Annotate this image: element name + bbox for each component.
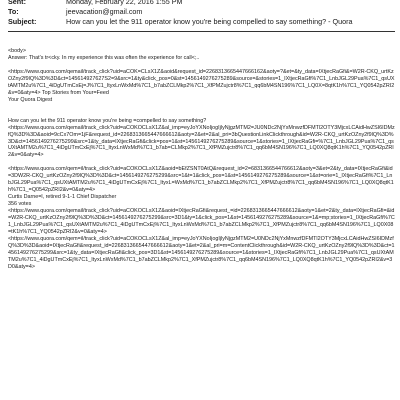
digest-title: Your Quora Digest — [8, 96, 53, 103]
tracking-link-1[interactable]: <https://www.quora.com/qemail/track_click?uid=aCOK=CLsX1Z&aoid&request_id=2268313665447666162&aoty=?&et=&ty_data=IXtjecRaGfi&=W2R-CKQ_urtKzOZny2f9lQ%3D%3D&ct=145614927627S2=9&src=1&ty&click_pos=0&st=1456149276275289&source=&stories=1_IXtjecRaGfi%7C1_LnbJGL29Pua%7C1_qsUXtAMTM2u%7C1_4iDgUTmCxEj=J%7C1_ItyxLnWxMd%7C1_b7abZCLMkp2%7C1_XfPMZujctr8%7C1_qq6bM4SN196%7C1_LQ0X=8qtK1h%7C1_YQ0542pZRI2&v=0&aty=4> Top Stories from Your=Feed — [8, 68, 395, 96]
to-row — [8, 7, 395, 17]
to-value: jeevacation@gmail.com — [66, 7, 143, 16]
header-divider — [8, 31, 395, 32]
question-text: How can you let the 911 operator know you're being =compelled to say something? — [8, 117, 207, 124]
body-tag: <body> — [8, 48, 26, 54]
subject-label: Subject: — [8, 17, 37, 26]
answer-line: Answer: That's tr<cky. In my experience this was often the experience for call<;.. — [8, 54, 200, 61]
tracking-link-5[interactable]: <https://www.quora.com/qem=il/track_click?uid=aCOKOCLsX1Z&al_imp=eyJoYXNoIjogIjlyNjgzMTM2=U0NDc2NjYxMnwzfDFMTl2OTY3MjcxLCAidHwZSI6IDMzfQ%3D%3D&aoid=IXtjecRaGfi&request_id=2268313665447666612&aoty=1&et=2&al_pri=m=ContentClickthrough&id=W2R-CKQ_urtKzOZny2f9lQ%3D%3D&ct=1456149276275299&src=1&ty_data=IXtjecRaGfi&click_pos=3D1&st=1456149276275289&source=1&stories=1_IXtjecRaGfi%7C1_LnbJGL29Pua%7C1_qsUXtAMTM2u%7C1_4iDgUTmCxEj%7C1_ItyxLnWxMd%7C1_b7abZCLMkp2%7C1_XfPMZujctr8%7C1_qq6bM4SN196%7C1_LQ0XQ8qtK1h%7C1_YQ0542pZRI2&v=3D0&aty=4> — [8, 235, 395, 270]
tracking-link-3[interactable]: <https://www.quora.com/qem=il/track_click?uid=aCOKOCLsX1Z&aoid=bEfZSNT0AtQ&request_id=2=6831366544766612&aoty=3&et=2&ty_data=IXtjecRaGfi&id=3DW2R-CKQ_urtKzOZny2f9lQ%3D%3D&ct=1456149276275299&src=1&t=1&click_pos=1&st=1456149276275289&source=1&st=orie=1_IXtjecRaGfi%7C1_LnbJGL29Pua%7C1_qsUXtAMTM2u%7C1_4iDgUTmCxEj%7C1_ItyxL=WxMd%7C1_b7abZCLMkp2%7C1_XfPMZujctr8%7C1_qq6bM4SN196%7C1_LQ0XQ8qtK1h%7C1_=Q0542pZRI2&v=0&aty=4> — [8, 166, 394, 194]
subject-row — [8, 17, 395, 27]
email-header — [8, 0, 395, 27]
tracking-link-4[interactable]: <https://www.quora.com/qemail/track_click?uid=aCOKOCLsX1Z&aoid=IXtjecRaGfi&request_=id=2268313665447666612&aoty=1&et=2&ty_data=IXtjecRaGfi=&id=W2R-CKQ_urtKzOZny2f9lQ%3D%3D&ct=1456149276275299&src=3D1&ty=1&click_pos=1&st=1456149276275289&source=1&=mp;stories=1_IXtjecRaGfi%7C1_LnbJGL29Pua%7C1_qsUXtAMTM2u%7C1_4iDgUTmCxEj%7C1_ItyxLnWxMd%7C1_b7abZCLMkp2%7C1_XfPMZujctr8%7C1_qq6bM4SN196%7C1_LQ0X08=tK1h%7C1_YQ0542pZRI2&v=0&aty=4> — [8, 208, 395, 235]
sent-label: Sent: — [8, 0, 26, 6]
to-label: To: — [8, 7, 19, 16]
email-body — [8, 48, 395, 271]
subject-value: How can you let the 911 operator know you're being compelled to say something? - Quora — [66, 17, 353, 26]
answer-author: Curtis Darne=l, retired 9-1-1 Chief Dispatcher — [8, 194, 117, 201]
sent-value: Monday, February 22, 2016 1:55 PM — [66, 0, 183, 6]
tracking-link-2[interactable]: <https://www.quora.com/qemail/track_click?uid=aCOKOCLsX1Z&al_imp=eyJoYXNoIjogIjlyNjgzMTM2=JU0NDc2NjYxMnwzfDFMTl2OTY3MjcxLCAidHwZSI6IDMzfQ%3D%3D&aoid=9cCx7Om=1jF&request_id=2268313665447666612&aoty=2&et=2&al_pri=3bQuestionLinkClickthrough&id=W2R-CKQ_urtKzOZny2f9lQ%3D%3D&ct=1456149276275299&src=1&ty_data=IXtjecRaGfi&click=pos=1&st=1456149276275289&source=1&stories=1_IXtjecRaGfi=%7C1_LnbJGL29Pua%7C1_qsUXtAMTM2u%7C1_4iDgUTmCxEj%7C1_ItyxLnWxMd%7C1_b7ab=CLMkp2%7C1_XfPMZujctr8%7C1_qq6bM4SN196%7C1_LQ0XQ8qtK1h%7C1_YQ0542pZRI2&v=0&aty=4> — [8, 124, 395, 159]
vote-count: 356 votes — [8, 201, 32, 208]
sent-row — [8, 0, 395, 7]
